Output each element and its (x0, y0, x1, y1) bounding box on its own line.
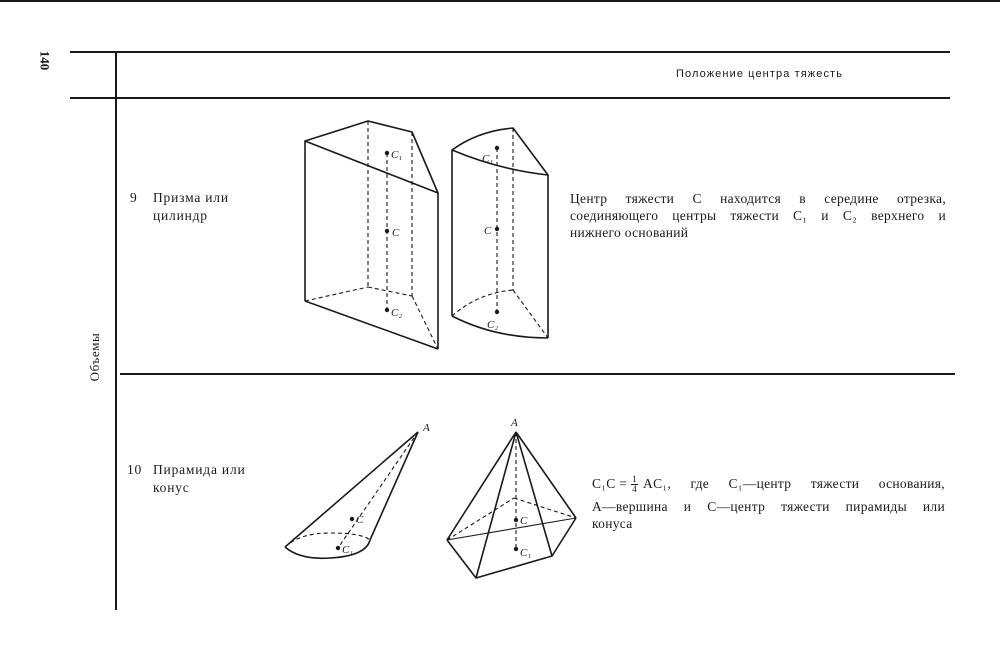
cone-label-c1: C₁ (342, 544, 354, 556)
prism-point-c2 (385, 308, 389, 312)
row-name-line: Призма или (153, 190, 229, 205)
pyramid-label-c: C (520, 515, 528, 527)
cylinder-point-c (495, 227, 499, 231)
prism-edge (305, 301, 438, 349)
prism-label-c: C (392, 227, 400, 239)
description-line: Центр тяжести C находится в середине отрезка, (570, 191, 946, 206)
cylinder-hidden-edge (513, 290, 548, 338)
cylinder-hidden-arc (452, 290, 513, 316)
pyramid-figure (447, 417, 576, 578)
prism-hidden-edge (305, 287, 368, 301)
pyramid-edge (516, 432, 576, 518)
pyramid-base-diagonal (447, 518, 576, 540)
cylinder-figure (452, 128, 548, 338)
cone-point-c (350, 517, 354, 521)
pyramid-point-c (514, 518, 518, 522)
description-line: A—вершина и C—центр тяжести пирамиды или (592, 499, 945, 514)
cone-base-front (285, 540, 370, 558)
page-number: 140 (37, 50, 53, 71)
column-header: Положение центра тяжесть (676, 68, 844, 80)
formula-lhs: C₁C = (592, 476, 628, 491)
cone-label-c: C (356, 514, 364, 526)
cylinder-label-c1: C₁ (482, 153, 494, 165)
prism-label-c1: C₁ (391, 149, 403, 161)
prism-top-face (305, 121, 438, 193)
pyramid-base-front (447, 518, 576, 578)
prism-point-c1 (385, 151, 389, 155)
description-line: соединяющего центры тяжести C₁ и C₂ верхнего и (570, 208, 946, 223)
prism-figure (305, 121, 438, 349)
prism-point-c (385, 229, 389, 233)
description-line: конуса (592, 516, 633, 531)
pyramid-label-a: A (511, 417, 518, 429)
cylinder-bottom-arc (452, 316, 548, 338)
row-number: 10 (127, 462, 143, 477)
formula-rest: AC₁, где C₁—центр тяжести основания, (643, 476, 945, 491)
pyramid-edge (447, 432, 516, 540)
cone-label-a: A (423, 422, 430, 434)
cylinder-point-c1 (495, 146, 499, 150)
row-number: 9 (130, 190, 138, 205)
cone-figure (285, 422, 430, 558)
pyramid-edge (516, 432, 552, 556)
row-name-line: цилиндр (153, 208, 208, 223)
cylinder-top-face (452, 128, 548, 175)
section-title: Объемы (87, 332, 102, 382)
cylinder-point-c2 (495, 310, 499, 314)
fraction-numerator: 1 (632, 473, 638, 484)
pyramid-label-c1: C₁ (520, 547, 532, 559)
fraction-denominator: 4 (632, 483, 638, 494)
cylinder-label-c: C (484, 225, 492, 237)
pyramid-point-c1 (514, 547, 518, 551)
cone-point-c1 (336, 546, 340, 550)
pyramid-edge (476, 432, 516, 578)
cone-edge (285, 432, 418, 547)
pyramid-hidden-edge (447, 498, 514, 540)
prism-label-c2: C₂ (391, 307, 403, 319)
cylinder-label-c2: C₂ (487, 319, 499, 331)
description-line: нижнего оснований (570, 225, 689, 240)
row-name-line: конус (153, 480, 190, 495)
cone-edge (370, 432, 418, 540)
prism-hidden-edge (368, 287, 412, 296)
row-name-line: Пирамида или (153, 462, 246, 477)
